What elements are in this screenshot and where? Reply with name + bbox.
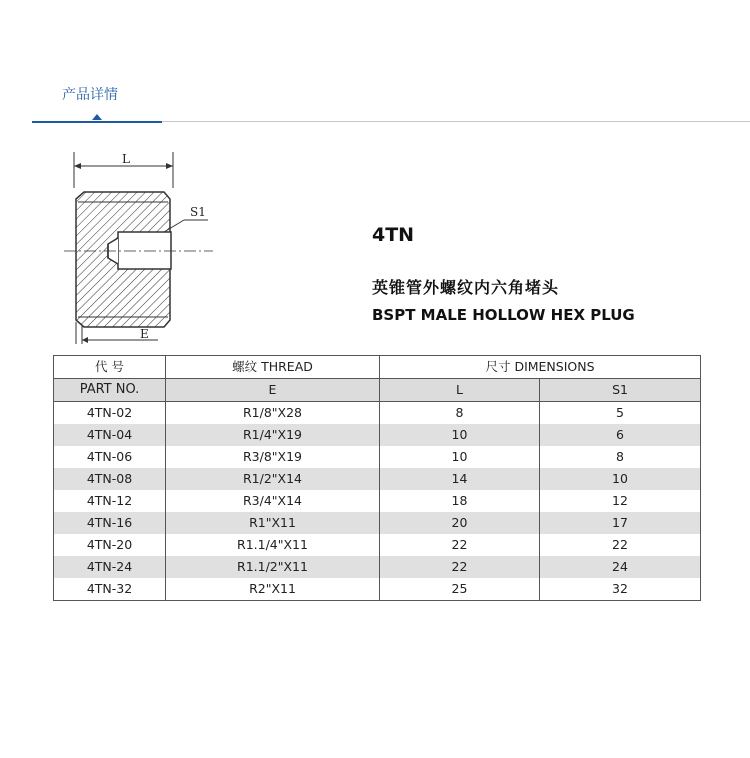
cell-thread: R3/4"X14 [166,490,380,512]
cell-s1: 8 [540,446,701,468]
header-thread-group: 螺纹 THREAD [166,356,380,379]
cell-s1: 17 [540,512,701,534]
table-row [54,402,701,425]
cell-s1: 32 [540,578,701,601]
table-row [54,468,701,490]
table-row [54,534,701,556]
cell-s1: 22 [540,534,701,556]
cell-thread: R2"X11 [166,578,380,601]
header-thread-e: E [166,379,380,402]
cell-s1: 12 [540,490,701,512]
cell-l: 10 [380,446,540,468]
cell-part: 4TN-04 [54,424,166,446]
table-row [54,490,701,512]
table-row [54,424,701,446]
cell-l: 10 [380,424,540,446]
product-name-en: BSPT MALE HOLLOW HEX PLUG [372,306,635,324]
cell-l: 22 [380,534,540,556]
tab-divider-line [162,121,750,122]
cell-part: 4TN-12 [54,490,166,512]
header-dimensions-group: 尺寸 DIMENSIONS [380,356,701,379]
cell-s1: 10 [540,468,701,490]
cell-l: 22 [380,556,540,578]
header-dim-l: L [380,379,540,402]
table-row [54,556,701,578]
dimension-label-e: E [140,327,149,341]
cell-l: 14 [380,468,540,490]
cell-thread: R1/4"X19 [166,424,380,446]
cell-thread: R1"X11 [166,512,380,534]
header-code-cn: 代 号 [54,356,166,379]
cell-part: 4TN-32 [54,578,166,601]
spec-table [53,355,701,601]
cell-l: 20 [380,512,540,534]
cell-part: 4TN-02 [54,402,166,425]
cell-part: 4TN-20 [54,534,166,556]
cell-part: 4TN-08 [54,468,166,490]
table-row [54,446,701,468]
cell-thread: R3/8"X19 [166,446,380,468]
cell-s1: 24 [540,556,701,578]
cell-part: 4TN-06 [54,446,166,468]
cell-thread: R1.1/2"X11 [166,556,380,578]
cell-l: 8 [380,402,540,425]
table-row [54,512,701,534]
cell-s1: 5 [540,402,701,425]
cell-thread: R1/8"X28 [166,402,380,425]
cell-l: 25 [380,578,540,601]
cell-s1: 6 [540,424,701,446]
tab-indicator-caret [92,114,102,120]
section-tab-product-details[interactable]: 产品详情 [62,87,118,103]
header-part-no: PART NO. [54,379,166,402]
cell-thread: R1/2"X14 [166,468,380,490]
dimension-label-s1: S1 [190,205,206,219]
cell-thread: R1.1/4"X11 [166,534,380,556]
product-code: 4TN [372,224,415,246]
header-dim-s1: S1 [540,379,701,402]
product-name-cn: 英锥管外螺纹内六角堵头 [372,278,560,297]
cell-part: 4TN-16 [54,512,166,534]
cell-l: 18 [380,490,540,512]
dimension-label-l: L [122,152,130,166]
tab-active-underline [32,121,162,123]
technical-drawing [58,152,218,347]
table-row [54,578,701,601]
cell-part: 4TN-24 [54,556,166,578]
